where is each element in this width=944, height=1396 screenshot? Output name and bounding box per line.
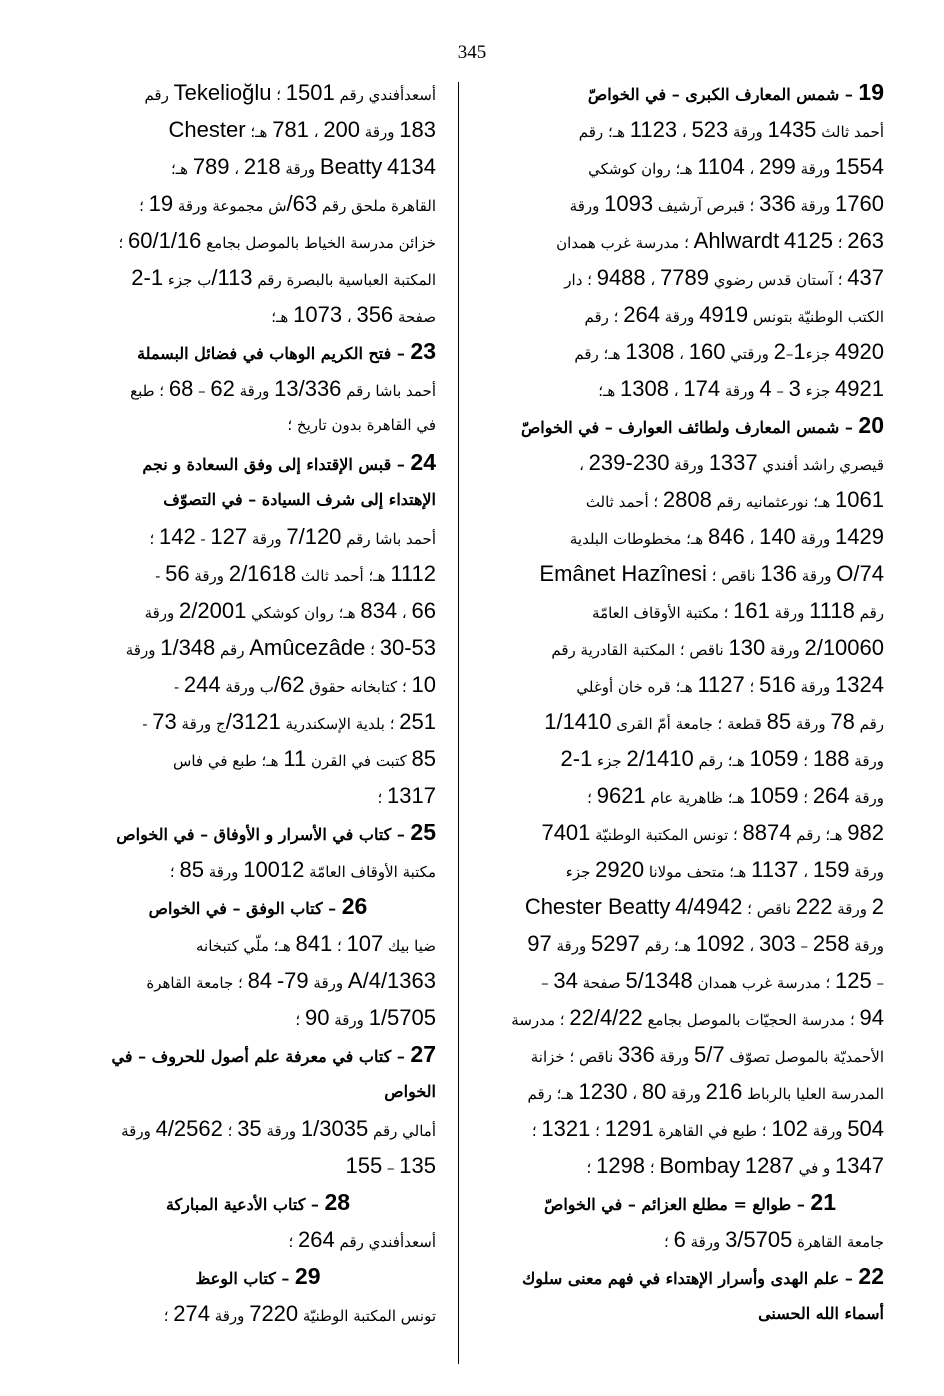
entry-line: 982 هـ؛ رقم 8874 ؛ تونس المكتبة الوطنيّة 7401 xyxy=(541,820,884,845)
entry-heading: 24 – قبس الإقتداء إلى وفق السعادة و نجم xyxy=(142,449,436,475)
entry-line: ضيا بيك 107 ؛ 841 هـ؛ ملّي كتبخانه xyxy=(195,931,436,956)
entry-line: رقم 1118 ورقة 161 ؛ مكتبة الأوقاف العامّة xyxy=(592,598,884,623)
entry-line: ورقة 159 ، 1137 هـ؛ متحف مولانا 2920 جزء xyxy=(565,857,884,882)
entry-line: 1429 ورقة 140 ، 846 هـ؛ مخطوطات البلدية xyxy=(569,524,884,549)
entry-heading: 21 – طوالع = مطلع العزائم – في الخواصّ xyxy=(543,1189,836,1215)
entry-line: ورقة 188 ؛ 1059 هـ؛ رقم 2/1410 جزء 1-2 xyxy=(560,746,884,771)
entry-heading: 28 – كتاب الأدعية المباركة xyxy=(165,1189,351,1215)
entry-line: أسعدأفندي رقم 264 ؛ xyxy=(288,1227,436,1252)
entry-line: خزائن مدرسة الخياط بالموصل بجامع 60/1/16 ؛ xyxy=(118,228,436,253)
entry-heading: 19 – شمس المعارف الكبرى – في الخواصّ xyxy=(587,79,884,105)
entry-line: 437 ؛ آستان قدس رضوي 7789 ، 9488 ؛ دار xyxy=(564,265,884,290)
entry-line: 1317 ؛ xyxy=(377,783,436,808)
entry-heading: الخواص xyxy=(384,1082,436,1101)
entry-line: 1324 ورقة 516 ؛ 1127 هـ؛ قره خان أوغلي xyxy=(576,672,884,697)
left-column xyxy=(80,74,436,1332)
entry-line: تونس المكتبة الوطنيّة 7220 ورقة 274 ؛ xyxy=(163,1301,436,1326)
entry-line: 4/1363/A ورقة 79- 84 ؛ جامعة القاهرة xyxy=(146,968,436,993)
entry-line: صفحة 356 ، 1073 هـ؛ xyxy=(271,302,436,327)
entry-line: المكتبة العباسية بالبصرة رقم 113/ب جزء 1-2 xyxy=(131,265,436,290)
entry-line: 4921 جزء 3 – 4 ورقة 174 ، 1308 هـ؛ xyxy=(598,376,884,401)
entry-heading: 20 – شمس المعارف ولطائف العوارف – في الخواصّ xyxy=(520,412,884,438)
entry-heading: 22 – علم الهدى وأسرار الإهتداء في فهم معنى سلوك xyxy=(522,1263,884,1289)
entry-line: 94 ؛ مدرسة الحجيّات بالموصل بجامع 22/4/22 ؛ مدرسة xyxy=(511,1005,884,1030)
entry-line: القاهرة ملحق رقم 63/ش مجموعة ورقة 19 ؛ xyxy=(139,191,436,216)
entry-line: أحمد ثالث 1435 ورقة 523 ، 1123 هـ؛ رقم xyxy=(578,117,884,142)
entry-line: 10 ؛ كتابخانه حقوق 62/ب ورقة 244 - xyxy=(173,672,436,697)
entry-line: أحمد باشا رقم 13/336 ورقة 62 – 68 ؛ طبع xyxy=(130,376,436,401)
entry-heading: 29 – كتاب الوعظ xyxy=(195,1263,321,1289)
right-column xyxy=(496,74,884,1332)
entry-heading: أسماء الله الحسنى xyxy=(758,1304,884,1323)
entry-line: أسعدأفندي رقم 1501 ؛ Tekelioğlu رقم xyxy=(144,80,436,105)
entry-line: 504 ورقة 102 ؛ طبع في القاهرة 1291 ؛ 1321 ؛ xyxy=(531,1116,884,1141)
entry-line: 1061 هـ؛ نورعثمانيه رقم 2808 ؛ أحمد ثالث xyxy=(585,487,884,512)
entry-line: 1760 ورقة 336 ؛ قبرص آرشيف 1093 ورقة xyxy=(569,191,884,216)
entry-line: 2 ورقة 222 ناقص ؛ Chester Beatty 4/4942 xyxy=(524,894,884,919)
entry-heading: 26 – كتاب الوفق – في الخواص xyxy=(148,893,368,919)
entry-heading: الإهتداء إلى شرف السيادة – في التصوّف xyxy=(163,490,436,509)
entry-line: 251 ؛ بلدية الإسكندرية 3121/ج ورقة 73 - xyxy=(142,709,436,734)
entry-line: الأحمديّة بالموصل تصوّف 5/7 ورقة 336 ناقص ؛ خزانة xyxy=(530,1042,884,1067)
entry-line: في القاهرة بدون تاريخ ؛ xyxy=(287,416,436,434)
entry-line: رقم 78 ورقة 85 قطعة ؛ جامعة أمّ القرى 1/1410 xyxy=(544,709,884,734)
entry-line: Beatty 4134 ورقة 218 ، 789 هـ؛ xyxy=(170,154,436,179)
entry-line: جامعة القاهرة 3/5705 ورقة 6 ؛ xyxy=(664,1227,884,1252)
entry-line: 263 ؛ Ahlwardt 4125 ؛ مدرسة غرب همدان xyxy=(556,228,884,253)
entry-line: قيصري راشد أفندي 1337 ورقة 230-239 ، xyxy=(579,450,884,475)
entry-line: ورقة 264 ؛ 1059 هـ؛ ظاهرية عام 9621 ؛ xyxy=(587,783,884,808)
entry-line: أمالي رقم 1/3035 ورقة 35 ؛ 4/2562 ورقة xyxy=(121,1116,436,1141)
entry-line: 1/5705 ورقة 90 ؛ xyxy=(295,1005,436,1030)
entry-line: 1347 و في Bombay 1287 ؛ 1298 ؛ xyxy=(586,1153,884,1178)
entry-line: – 125 ؛ مدرسة غرب همدان 5/1348 صفحة 34 – xyxy=(541,968,884,993)
entry-heading: 23 – فتح الكريم الوهاب في فضائل البسملة xyxy=(137,338,436,364)
entry-line: مكتبة الأوقاف العامّة 10012 ورقة 85 ؛ xyxy=(169,857,436,882)
column-divider xyxy=(458,82,459,1364)
entry-line: أحمد باشا رقم 7/120 ورقة 127 - 142 ؛ xyxy=(149,524,436,549)
entry-line: ورقة 258 – 303 ، 1092 هـ؛ رقم 5297 ورقة 97 xyxy=(527,931,884,956)
entry-line: 183 ورقة 200 ، 781 هـ؛ Chester xyxy=(168,117,436,142)
entry-line: 1554 ورقة 299 ، 1104 هـ؛ روان كوشكي xyxy=(588,154,884,179)
entry-line: 2/10060 ورقة 130 ناقص ؛ المكتبة القادرية رقم xyxy=(551,635,884,660)
entry-line: 135 – 155 xyxy=(345,1153,436,1178)
entry-line: 4920 جزء1–2 ورقتي 160 ، 1308 هـ؛ رقم xyxy=(574,339,884,364)
entry-heading: 25 – كتاب في الأسرار و الأوفاق – في الخواص xyxy=(116,819,436,845)
entry-heading: 27 – كتاب في معرفة علم أصول للحروف – في xyxy=(111,1041,436,1067)
entry-line: المدرسة العليا بالرباط 216 ورقة 80 ، 1230 هـ؛ رقم xyxy=(527,1079,884,1104)
entry-line: الكتب الوطنيّة بتونس 4919 ورقة 264 ؛ رقم xyxy=(584,302,884,327)
page-number: 345 xyxy=(457,42,487,63)
entry-line: 66 ، 834 هـ؛ روان كوشكي 2/2001 ورقة xyxy=(144,598,436,623)
entry-line: 85 كتبت في القرن 11 هـ؛ طبع في فاس xyxy=(173,746,436,771)
entry-line: 1112 هـ؛ أحمد ثالث 2/1618 ورقة 56 - xyxy=(155,561,436,586)
entry-line: 74/O ورقة 136 ناقص ؛ Emânet Hazînesi xyxy=(539,561,884,586)
entry-line: 30-53 ؛ Amûcezâde رقم 1/348 ورقة xyxy=(125,635,436,660)
